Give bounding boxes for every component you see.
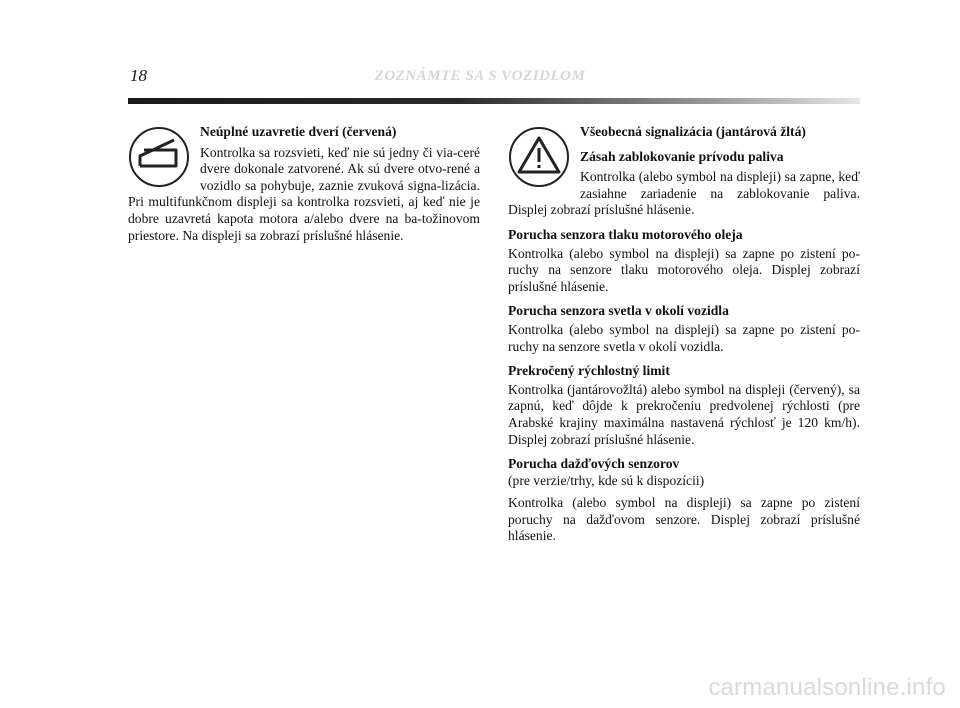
section-light-sensor (508, 303, 860, 355)
left-column (128, 124, 480, 244)
section-rain-sensor (508, 456, 860, 545)
section-title: Porucha senzora tlaku motorového oleja (508, 226, 743, 242)
door-open-icon (128, 126, 190, 188)
general-warning-title: Všeobecná signalizácia (jantárová žltá) (580, 124, 806, 139)
warning-triangle-icon (508, 126, 570, 188)
section-speed-limit (508, 363, 860, 448)
section-text: Kontrolka (jantárovožltá) alebo symbol na displeji (červený), sa zapnú, keď dôjde k prekročeniu predvolenej rýchlosti (pre Arabské krajiny maximálna nastavená rýchlosť je 120 km/h). Displej zobrazí príslušné hlásenie. (508, 381, 860, 447)
section-title: Prekročený rýchlostný limit (508, 363, 670, 379)
section-oil-sensor (508, 227, 860, 295)
fuel-cutoff-text: Kontrolka (alebo symbol na displeji) sa zapne, keď zasiahne zariadenie na zablokovanie paliva. Displej zobrazí príslušné hlásenie. (508, 169, 860, 218)
section-title: Porucha senzora svetla v okolí vozidla (508, 303, 729, 319)
page-number: 18 (130, 66, 147, 85)
section-note: (pre verzie/trhy, kde sú k dispozícii) (508, 472, 705, 488)
watermark: carmanualsonline.info (708, 674, 946, 701)
section-text: Kontrolka (alebo symbol na displeji) sa zapne po zistení po-ruchy na senzore tlaku motorového oleja. Displej zobrazí príslušné hlásenie. (508, 245, 860, 294)
right-column (508, 124, 860, 545)
section-text: Kontrolka (alebo symbol na displeji) sa zapne po zistení poruchy na dažďovom senzore. Displej zobrazí príslušné hlásenie. (508, 495, 860, 544)
door-warning-title: Neúplné uzavretie dverí (červená) (200, 124, 397, 139)
fuel-cutoff-subtitle: Zásah zablokovanie prívodu paliva (580, 148, 784, 164)
section-title: Porucha dažďových senzorov (508, 456, 680, 472)
door-warning-text: Kontrolka sa rozsvieti, keď nie sú jedny či via-ceré dvere dokonale zatvorené. Ak sú dvere otvo-rené a vozidlo sa pohybuje, zaznie zvuková signa-lizácia. Pri multifunkčnom displeji sa kontrolka rozsvieti, aj keď nie je dobre uzavretá kapota motora a/alebo dvere na ba-tožinovom priestore. Na displeji sa zobrazí príslušné hlásenie. (128, 144, 480, 243)
running-title: ZOZNÁMTE SA S VOZIDLOM (374, 68, 586, 84)
section-text: Kontrolka (alebo symbol na displeji) sa zapne po zistení po-ruchy na senzore svetla v okolí vozidla. (508, 321, 860, 354)
header-rule (128, 98, 860, 104)
